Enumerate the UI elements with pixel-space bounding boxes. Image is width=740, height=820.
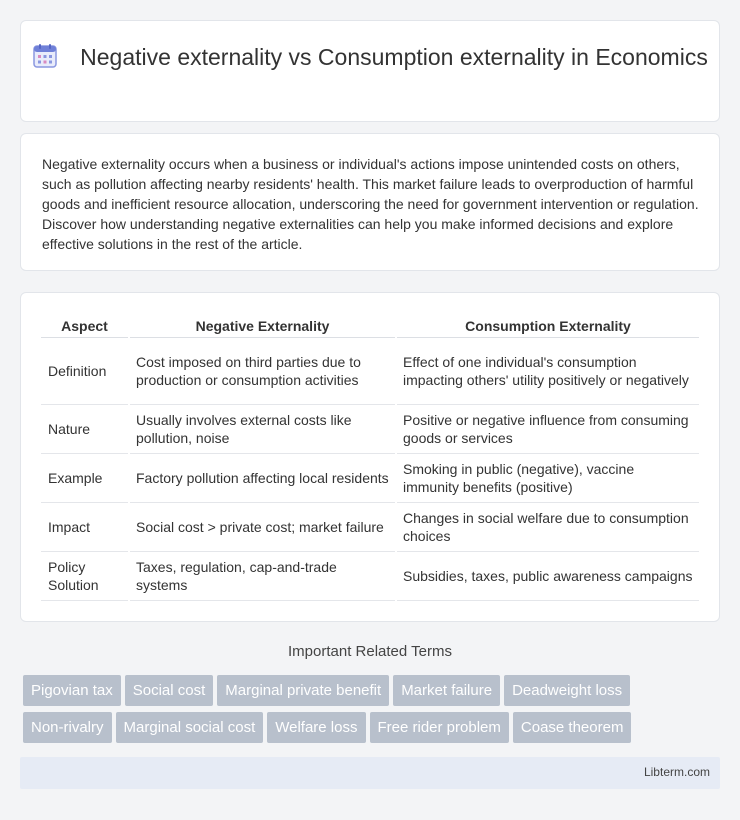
page-title: Negative externality vs Consumption externality in Economics [80,44,708,70]
row-aspect: Example [41,453,129,502]
intro-card [20,133,720,271]
table-row [41,453,699,502]
comparison-card [20,292,720,622]
row-consumption: Changes in social welfare due to consumption choices [396,502,699,551]
table-row [41,404,699,453]
row-aspect: Nature [41,404,129,453]
tag-pigovian-tax[interactable]: Pigovian tax [23,675,121,706]
row-negative: Cost imposed on third parties due to production or consumption activities [129,337,396,404]
tag-marginal-private-benefit[interactable]: Marginal private benefit [217,675,389,706]
row-consumption: Effect of one individual's consumption impacting others' utility positively or negatively [396,337,699,404]
tag-market-failure[interactable]: Market failure [393,675,500,706]
header-aspect: Aspect [41,315,129,337]
tag-marginal-social-cost[interactable]: Marginal social cost [116,712,264,743]
table-row [41,502,699,551]
row-consumption: Subsidies, taxes, public awareness campaigns [396,551,699,600]
page-title-wrap [21,43,719,72]
row-negative: Usually involves external costs like pollution, noise [129,404,396,453]
table-row [41,551,699,600]
tag-social-cost[interactable]: Social cost [125,675,214,706]
header-negative-externality: Negative Externality [129,315,396,337]
tag-coase-theorem[interactable]: Coase theorem [513,712,632,743]
tag-welfare-loss[interactable]: Welfare loss [267,712,365,743]
tag-row [23,712,723,749]
title-card [20,20,720,122]
tag-free-rider-problem[interactable]: Free rider problem [370,712,509,743]
calendar-icon [32,43,58,69]
header-consumption-externality: Consumption Externality [396,315,699,337]
row-aspect: Impact [41,502,129,551]
footer-bar [20,757,720,789]
intro-paragraph: Negative externality occurs when a business or individual's actions impose unintended costs on others, such as pollution affecting nearby residents' health. This market failure leads to overproduction of harmful goods and inefficient resource allocation, underscoring the need for government intervention or regulation. Discover how understanding negative externalities can help you make informed decisions and explore effective solutions in the rest of the article. [42,156,699,252]
tag-row [23,675,723,712]
row-consumption: Positive or negative influence from consuming goods or services [396,404,699,453]
table-header-row [41,315,699,337]
row-aspect: Definition [41,337,129,404]
footer-brand-link[interactable]: Libterm.com [643,765,710,779]
row-negative: Factory pollution affecting local residents [129,453,396,502]
row-negative: Taxes, regulation, cap-and-trade systems [129,551,396,600]
tag-non-rivalry[interactable]: Non-rivalry [23,712,112,743]
related-terms-heading: Important Related Terms [288,643,452,660]
tag-deadweight-loss[interactable]: Deadweight loss [504,675,630,706]
row-aspect: Policy Solution [41,551,129,600]
table-row [41,337,699,404]
row-consumption: Smoking in public (negative), vaccine immunity benefits (positive) [396,453,699,502]
row-negative: Social cost > private cost; market failure [129,502,396,551]
comparison-table [41,315,699,601]
related-terms-list [23,675,723,749]
